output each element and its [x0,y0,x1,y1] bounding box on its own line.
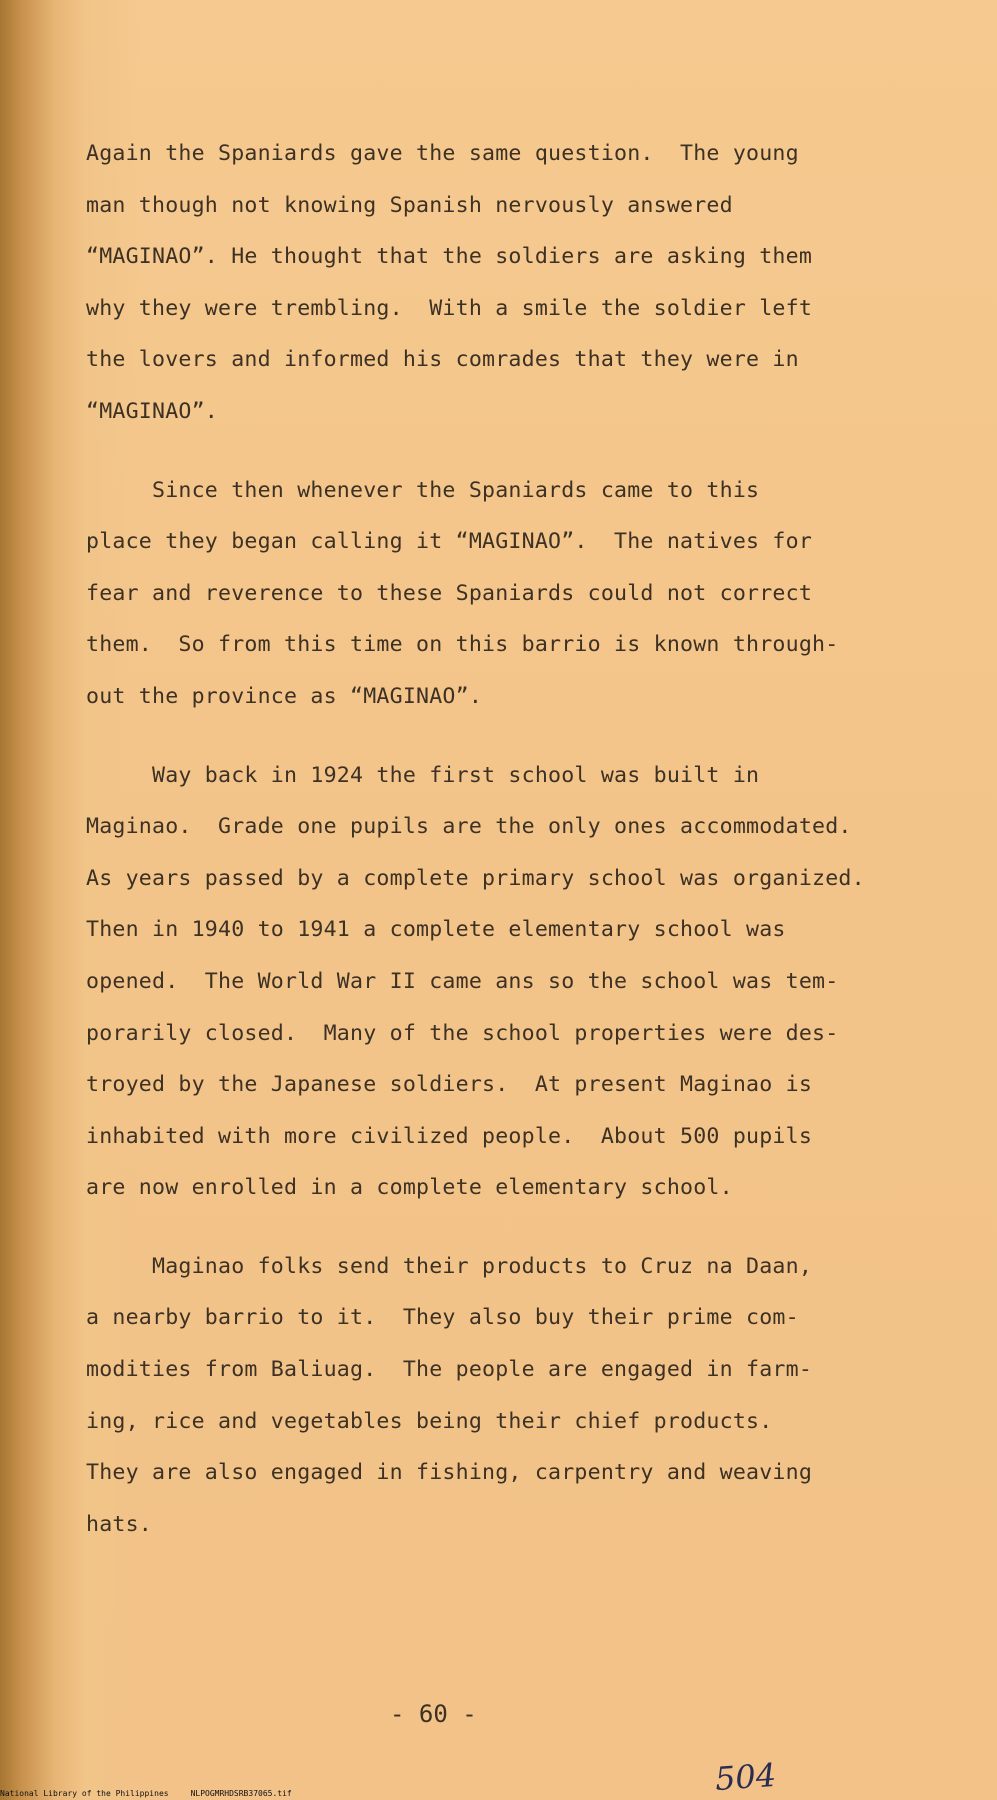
text-line: place they began calling it “MAGINAO”. The natives for [86,529,813,555]
text-line: the lovers and informed his comrades that they were in [86,347,799,373]
page-number: - 60 - [390,1700,477,1728]
text-line: “MAGINAO”. He thought that the soldiers are asking them [86,244,813,270]
text-line: As years passed by a complete primary school was organized. [86,865,865,891]
text-line: They are also engaged in fishing, carpentry and weaving [86,1460,813,1486]
text-line: troyed by the Japanese soldiers. At present Maginao is [86,1072,813,1098]
text-line: Way back in 1924 the first school was built in [86,762,760,788]
handwritten-page-number: 504 [713,1755,778,1799]
text-line: Then in 1940 to 1941 a complete elementary school was [86,917,786,943]
text-line: Again the Spaniards gave the same question. The young [86,141,799,166]
paragraph [86,465,956,723]
text-line: hats. [86,1511,153,1537]
paragraph [86,128,956,438]
text-line: Since then whenever the Spaniards came to this [86,477,760,503]
paragraph [86,750,956,1214]
text-line: are now enrolled in a complete elementary school. [86,1175,733,1201]
text-line: why they were trembling. With a smile the soldier left [86,295,813,321]
text-line: porarily closed. Many of the school properties were des- [86,1020,839,1046]
file-identifier: NLPOGMRHDSRB37065.tif [190,1789,292,1798]
paragraph [86,1241,956,1551]
text-line: out the province as “MAGINAO”. [86,683,483,709]
text-line: opened. The World War II came ans so the school was tem- [86,968,839,994]
text-line: Maginao folks send their products to Cruz na Daan, [86,1253,813,1279]
text-line: modities from Baliuag. The people are engaged in farm- [86,1357,813,1383]
text-line: inhabited with more civilized people. About 500 pupils [86,1123,813,1149]
text-line: a nearby barrio to it. They also buy their prime com- [86,1305,799,1331]
text-line: them. So from this time on this barrio is known through- [86,632,839,658]
text-line: fear and reverence to these Spaniards could not correct [86,580,813,606]
text-line: ing, rice and vegetables being their chief products. [86,1408,773,1434]
library-name: National Library of the Philippines [0,1789,169,1798]
text-line: man though not knowing Spanish nervously answered [86,192,733,218]
text-line: Maginao. Grade one pupils are the only ones accommodated. [86,814,852,840]
scan-footer [0,1787,997,1800]
document-body [86,128,956,1550]
text-line: “MAGINAO”. [86,398,219,424]
